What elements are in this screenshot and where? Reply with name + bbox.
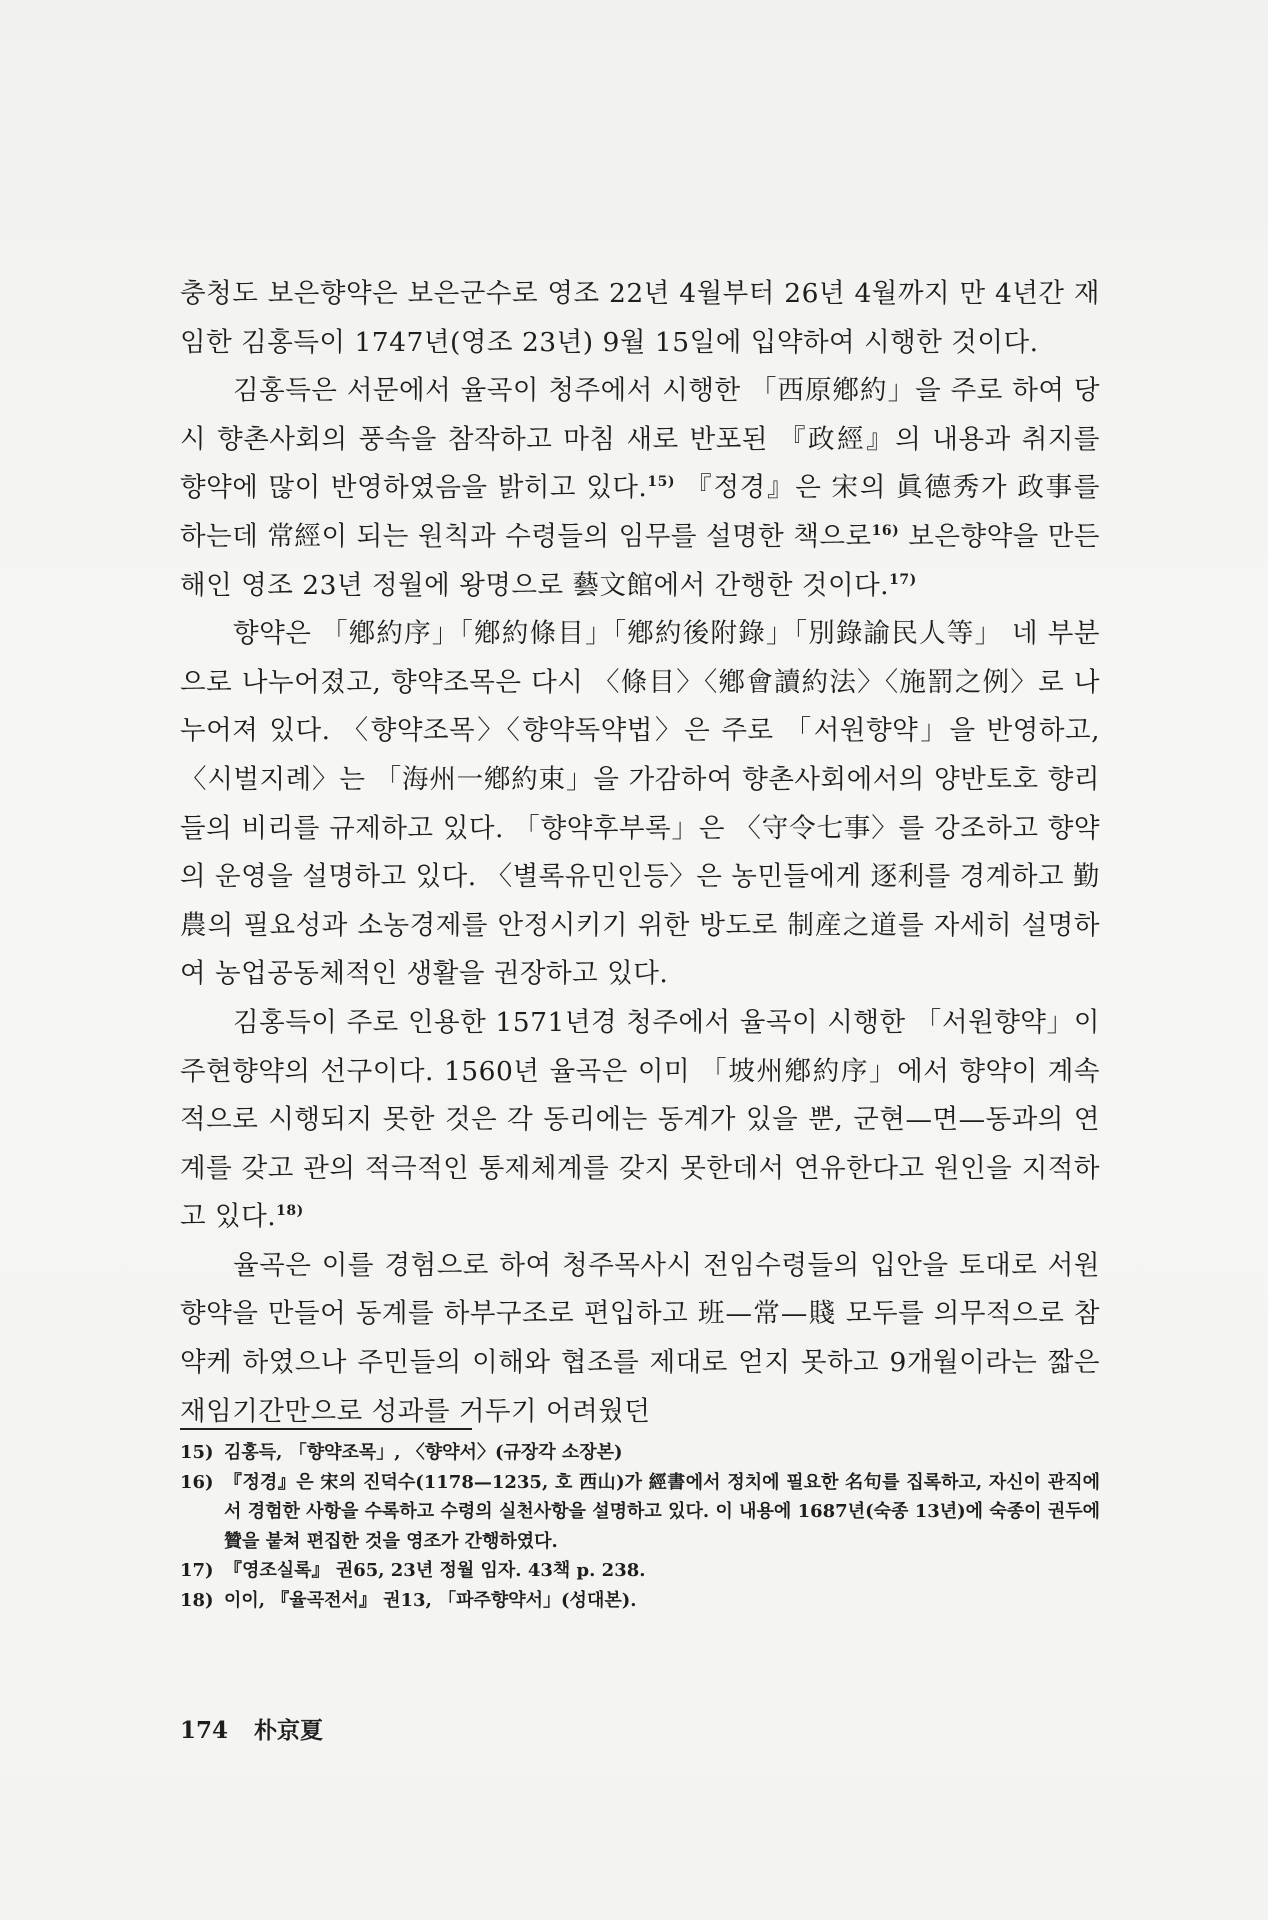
paragraph-text: 『정경』은 宋의 眞德秀가 政事를 하는데 常經이 되는 원칙과 수령들의 임무를 설명한 책으로 — [180, 472, 1100, 552]
paragraph — [180, 999, 1100, 1242]
paragraph-text: 보은향약을 만든 해인 영조 23년 정월에 왕명으로 藝文館에서 간행한 것이다. — [180, 520, 1100, 601]
paragraph — [180, 610, 1100, 999]
footnote-number: 15) — [180, 1442, 214, 1463]
paragraph-text: 김홍득은 서문에서 율곡이 청주에서 시행한 「西原鄕約」을 주로 하여 당시 향촌사회의 풍속을 참작하고 마침 새로 반포된 『政經』의 내용과 취지를 향약에 많이 반영하였음을 밝히고 있다. — [180, 375, 1100, 504]
author-name: 朴京夏 — [254, 1717, 324, 1744]
footnote-number: 17) — [180, 1560, 214, 1581]
paragraph — [180, 367, 1100, 610]
paragraph-text: 향약은 「鄕約序」「鄕約條目」「鄕約後附錄」「別錄諭民人等」 네 부분으로 나누어졌고, 향약조목은 다시 〈條目〉〈鄕會讀約法〉〈施罰之例〉로 나누어져 있다. 〈향약조목〉〈향약독약법〉은 주로 「서원향약」을 반영하고, 〈시벌지례〉는 「海州一鄕約束」을 가감하여 향촌사회에서의 양반토호 향리들의 비리를 규제하고 있다. 「향약후부록」은 〈守令七事〉를 강조하고 향약의 운영을 설명하고 있다. 〈별록유민인등〉은 농민들에게 逐利를 경계하고 勤農의 필요성과 소농경제를 안정시키기 위한 방도로 制産之道를 자세히 설명하여 농업공동체적인 생활을 권장하고 있다. — [180, 618, 1100, 990]
footnote-item — [180, 1468, 1100, 1557]
footnote-ref[interactable]: 17) — [889, 571, 917, 588]
footnote-text: 김홍득, 「향약조목」, 〈향약서〉(규장각 소장본) — [224, 1442, 623, 1463]
footnote-item — [180, 1438, 1100, 1468]
footnote-text: 『영조실록』 권65, 23년 정월 임자. 43책 p. 238. — [224, 1560, 646, 1581]
footnote-number: 18) — [180, 1589, 214, 1611]
page-footer — [180, 1712, 341, 1745]
footnote-item — [180, 1556, 1100, 1586]
footnote-divider — [180, 1428, 472, 1430]
paragraph-text: 김홍득이 주로 인용한 1571년경 청주에서 율곡이 시행한 「서원향약」이 주현향약의 선구이다. 1560년 율곡은 이미 「坡州鄕約序」에서 향약이 계속적으로 시행되지 못한 것은 각 동리에는 동계가 있을 뿐, 군현—면—동과의 연계를 갖고 관의 적극적인 통제체계를 갖지 못한데서 연유한다고 원인을 지적하고 있다. — [180, 1006, 1100, 1233]
footnote-ref[interactable]: 15) — [647, 474, 675, 491]
footnote-number: 16) — [180, 1471, 214, 1493]
footnote-text: 『정경』은 宋의 진덕수(1178—1235, 호 西山)가 經書에서 정치에 필요한 名句를 집록하고, 자신이 관직에서 경험한 사항을 수록하고 수령의 실천사항을 설명하고 있다. 이 내용에 1687년(숙종 13년)에 숙종이 권두에 贊을 붙쳐 편집한 것을 영조가 간행하였다. — [224, 1471, 1100, 1552]
paragraph-text: 율곡은 이를 경험으로 하여 청주목사시 전임수령들의 입안을 토대로 서원향약을 만들어 동계를 하부구조로 편입하고 班—常—賤 모두를 의무적으로 참약케 하였으나 주민들의 이해와 협조를 제대로 얻지 못하고 9개월이라는 짧은 재임기간만으로 성과를 거두기 어려웠던 — [180, 1249, 1100, 1427]
footnote-item — [180, 1586, 1100, 1616]
footnote-text: 이이, 『율곡전서』 권13, 「파주향약서」(성대본). — [224, 1589, 637, 1611]
body-text — [180, 270, 1100, 1436]
paragraph — [180, 270, 1100, 367]
footnotes — [180, 1438, 1100, 1615]
footnote-ref[interactable]: 16) — [871, 523, 900, 540]
page-number: 174 — [180, 1717, 229, 1744]
paragraph — [180, 1242, 1100, 1436]
paragraph-text: 충청도 보은향약은 보은군수로 영조 22년 4월부터 26년 4월까지 만 4년간 재임한 김홍득이 1747년(영조 23년) 9월 15일에 입약하여 시행한 것이다. — [180, 278, 1100, 358]
footnote-ref[interactable]: 18) — [276, 1203, 304, 1220]
